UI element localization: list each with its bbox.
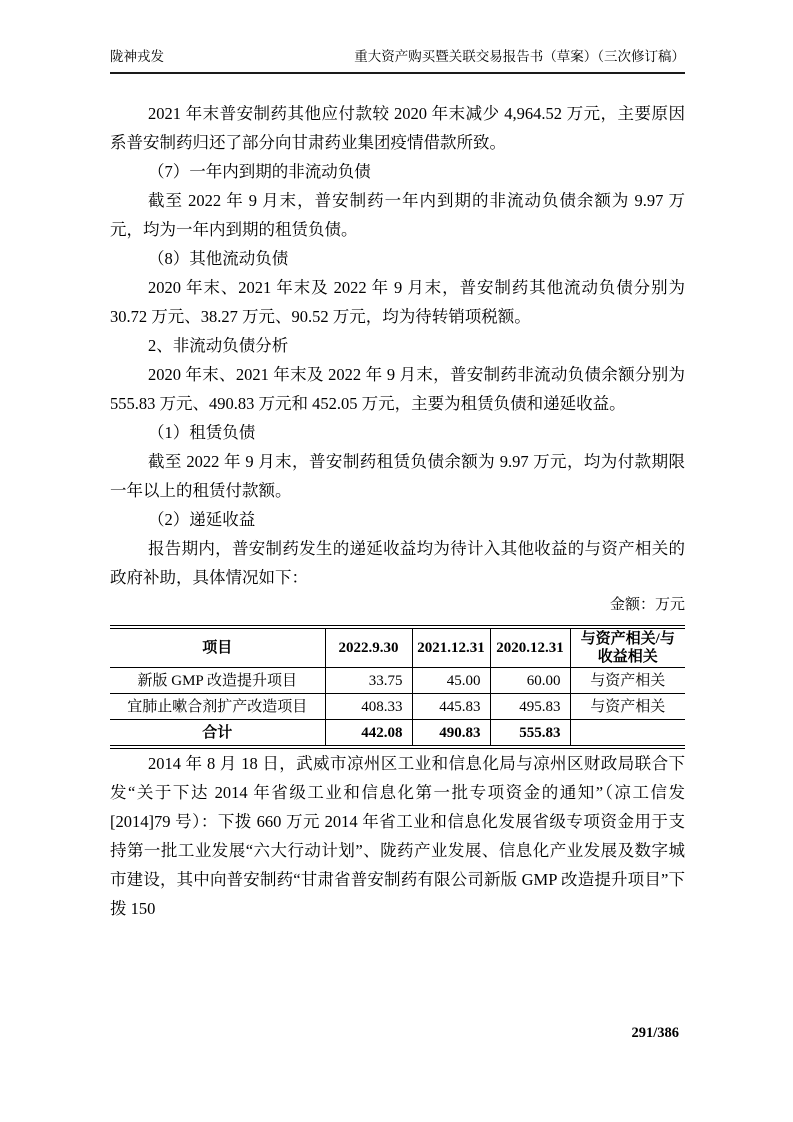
col-header-item: 项目 [110,629,325,668]
col-header-2022-9-30: 2022.9.30 [325,629,412,668]
page-number: 291/386 [631,1025,679,1041]
table-cell-value: 495.83 [490,694,570,720]
amount-unit-note: 金额：万元 [609,597,685,613]
paragraph: 截至 2022 年 9 月末，普安制药一年内到期的非流动负债余额为 9.97 万元，均为一年内到期的租赁负债。 [110,191,685,239]
table-cell-total-value: 442.08 [325,720,412,746]
paragraph: 2020 年末、2021 年末及 2022 年 9 月末，普安制药非流动负债余额分别为 555.83 万元、490.83 万元和 452.05 万元，主要为租赁负债和递延收益。 [110,365,685,413]
section-heading: （1）租赁负债 [148,423,256,442]
section-heading: （8）其他流动负债 [148,249,289,268]
paragraph: 2014 年 8 月 18 日，武威市凉州区工业和信息化局与凉州区财政局联合下发“关于下达 2014 年省级工业和信息化第一批专项资金的通知”（凉工信发[2014]79 号）：下拨 660 万元 2014 年省工业和信息化发展省级专项资金用于支持第一批工业发展“六大行动计划”、陇药产业发展、信息化产业发展及数字城市建设，其中向普安制药“甘肃省普安制药有限公司新版 GMP 改造提升项目”下拨 150 [110,754,685,918]
table-cell-relation: 与资产相关 [570,694,685,720]
table-total-row [110,720,685,746]
col-header-2021-12-31: 2021.12.31 [412,629,490,668]
table-cell-value: 45.00 [412,668,490,694]
company-name: 陇神戎发 [110,49,164,64]
table-cell-total-value: 555.83 [490,720,570,746]
table-cell-value: 445.83 [412,694,490,720]
table-header-row [110,629,685,668]
paragraph: 2020 年末、2021 年末及 2022 年 9 月末，普安制药其他流动负债分别为 30.72 万元、38.27 万元、90.52 万元，均为待转销项税额。 [110,278,685,326]
table-cell-total-value: 490.83 [412,720,490,746]
table-cell-total-relation [570,720,685,746]
table-row [110,694,685,720]
section-heading: （7）一年内到期的非流动负债 [148,162,371,181]
table-cell-item: 新版 GMP 改造提升项目 [110,668,325,694]
col-header-relation: 与资产相关/与收益相关 [570,629,685,668]
table-cell-total-label: 合计 [110,720,325,746]
table-cell-value: 33.75 [325,668,412,694]
document-body [110,99,685,923]
table-cell-relation: 与资产相关 [570,668,685,694]
table-cell-value: 408.33 [325,694,412,720]
paragraph: 报告期内，普安制药发生的递延收益均为待计入其他收益的与资产相关的政府补助，具体情况如下： [110,539,685,587]
report-title: 重大资产购买暨关联交易报告书（草案）（三次修订稿） [354,49,685,64]
section-heading: （2）递延收益 [148,510,256,529]
paragraph: 2021 年末普安制药其他应付款较 2020 年末减少 4,964.52 万元，主要原因系普安制药归还了部分向甘肃药业集团疫情借款所致。 [110,104,685,152]
deferred-income-table [110,625,685,749]
paragraph: 截至 2022 年 9 月末，普安制药租赁负债余额为 9.97 万元，均为付款期限一年以上的租赁付款额。 [110,452,685,500]
table-row [110,668,685,694]
table-cell-item: 宜肺止嗽合剂扩产改造项目 [110,694,325,720]
table-cell-value: 60.00 [490,668,570,694]
col-header-2020-12-31: 2020.12.31 [490,629,570,668]
section-heading: 2、非流动负债分析 [148,336,289,355]
page-header [110,48,685,74]
